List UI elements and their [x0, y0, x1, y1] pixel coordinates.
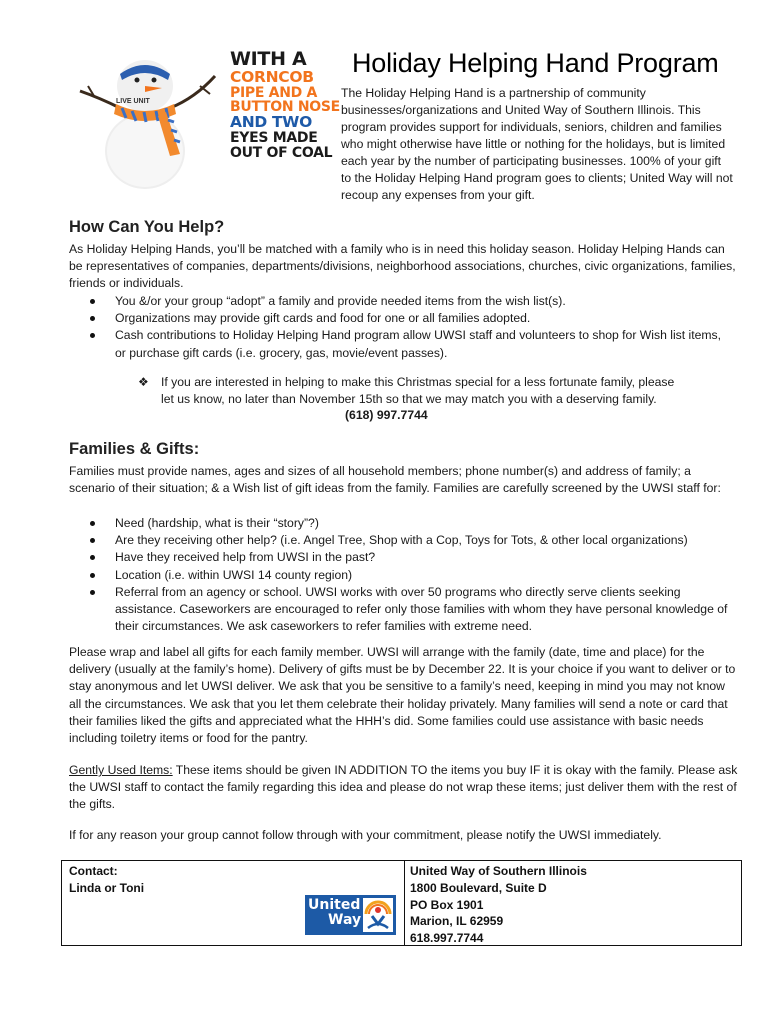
closing-paragraph: If for any reason your group cannot follow through with your commitment, please notify the UWSI immediately.: [69, 828, 662, 842]
callout-phone: (618) 997.7744: [345, 408, 428, 422]
callout: [138, 374, 678, 408]
page-title: Holiday Helping Hand Program: [352, 48, 719, 78]
intro-paragraph: The Holiday Helping Hand is a partnership of community businesses/organizations and United Way of Southern Illinois. This program provides support for individuals, seniors, children and families who might otherwise have little or nothing for the holidays, but is limited each year by the number of participating businesses. 100% of your gift to the Holiday Helping Hand program goes to clients; United Way will not recoup any expenses from your gift.: [341, 86, 733, 202]
hero-line-5: AND TWO: [230, 113, 312, 132]
bullet-icon: [90, 590, 95, 595]
united-way-hand-icon: [363, 898, 393, 932]
contact-right-cell: [410, 863, 587, 947]
families-paragraph: Families must provide names, ages and sizes of all household members; phone number(s) and address of family; a scenario of their situation; & a Wish list of gift ideas from the family. Families are carefully screened by the UWSI staff for:: [69, 464, 721, 496]
help-paragraph: As Holiday Helping Hands, you’ll be matched with a family who is in need this holiday season. Holiday Helping Hands can be representatives of companies, departments/divisions, neighborhood associations, churches, civic organizations, families, friends or individuals.: [69, 242, 736, 291]
contact-address2: PO Box 1901: [410, 897, 484, 912]
contact-left-cell: [69, 863, 144, 897]
contact-city: Marion, IL 62959: [410, 914, 504, 929]
hero-line-6: EYES MADE: [230, 130, 318, 147]
families-heading: Families & Gifts:: [69, 440, 200, 458]
logo-line-2: Way: [328, 912, 362, 928]
bullet-icon: [90, 299, 95, 304]
list-item: Organizations may provide gift cards and food for one or all families adopted.: [90, 310, 730, 327]
help-bullet-list: [90, 293, 730, 362]
hero-line-3: PIPE AND A: [230, 85, 318, 101]
list-item: You &/or your group “adopt” a family and provide needed items from the wish list(s).: [90, 293, 730, 310]
hero-line-1: WITH A: [230, 48, 307, 70]
contact-phone: 618.997.7744: [410, 931, 484, 946]
list-item: Are they receiving other help? (i.e. Angel Tree, Shop with a Cop, Toys for Tots, & other local organizations): [90, 532, 730, 549]
contact-table: [61, 860, 742, 946]
families-bullet-list: [90, 515, 730, 635]
hero-line-7: OUT OF COAL: [230, 144, 333, 161]
bullet-icon: [90, 316, 95, 321]
bullet-icon: [90, 555, 95, 560]
table-divider: [404, 861, 405, 945]
hero-line-2: CORNCOB: [230, 68, 314, 86]
bullet-icon: [90, 538, 95, 543]
list-item: Need (hardship, what is their “story”?): [90, 515, 730, 532]
contact-names: Linda or Toni: [69, 881, 145, 895]
bullet-icon: [90, 333, 95, 338]
used-items-text: These items should be given IN ADDITION TO the items you buy IF it is okay with the family. Please ask the UWSI staff to contact the family regarding this idea and please do not wrap these items; just deliver them with the rest of the gifts.: [69, 763, 738, 812]
contact-address1: 1800 Boulevard, Suite D: [410, 880, 547, 895]
logo-line-1: United: [308, 897, 361, 913]
united-way-logo-text: [308, 898, 361, 928]
list-item: Location (i.e. within UWSI 14 county region): [90, 567, 730, 584]
used-items-label: Gently Used Items:: [69, 763, 173, 777]
contact-label: Contact:: [69, 864, 118, 878]
snowman-hero-image: [70, 46, 340, 186]
list-item: Cash contributions to Holiday Helping Hand program allow UWSI staff and volunteers to shop for Wish list items, or purchase gift cards (i.e. grocery, gas, movie/event passes).: [90, 327, 730, 361]
hero-headline: [230, 48, 340, 161]
contact-org: United Way of Southern Illinois: [410, 864, 587, 878]
hero-line-4: BUTTON NOSE: [230, 99, 340, 116]
list-item: Have they received help from UWSI in the past?: [90, 549, 730, 566]
scarf-label: LIVE UNIT: [116, 98, 150, 105]
used-items-paragraph: [69, 762, 739, 814]
help-heading: How Can You Help?: [69, 218, 225, 236]
united-way-logo: [305, 895, 396, 935]
callout-text: If you are interested in helping to make this Christmas special for a less fortunate family, please let us know, no later than November 15th so that we may match you with a deserving family.: [161, 375, 675, 407]
diamond-bullet-icon: ❖: [138, 375, 149, 389]
bullet-icon: [90, 573, 95, 578]
wrap-paragraph: Please wrap and label all gifts for each family member. UWSI will arrange with the family (date, time and place) for the delivery (usually at the family’s home). Delivery of gifts must be by December 22. It is your choice if you want to deliver or to stay anonymous and let UWSI deliver. We ask that you be sensitive to a family’s need, keeping in mind you may not know all the circumstances. We ask that you let them celebrate their holiday privately. Many families will send a note or card that their families liked the gifts and appreciated what the HHH’s did. Some families could use assistance with basic needs including toiletry items or food for the pantry.: [69, 645, 736, 746]
snowman-icon: [70, 46, 220, 186]
bullet-icon: [90, 521, 95, 526]
list-item: Referral from an agency or school. UWSI works with over 50 programs who directly serve clients seeking assistance. Caseworkers are encouraged to refer only those families with whom they have personal knowledge of their circumstances. We ask caseworkers to refer families with extreme need.: [90, 584, 730, 636]
